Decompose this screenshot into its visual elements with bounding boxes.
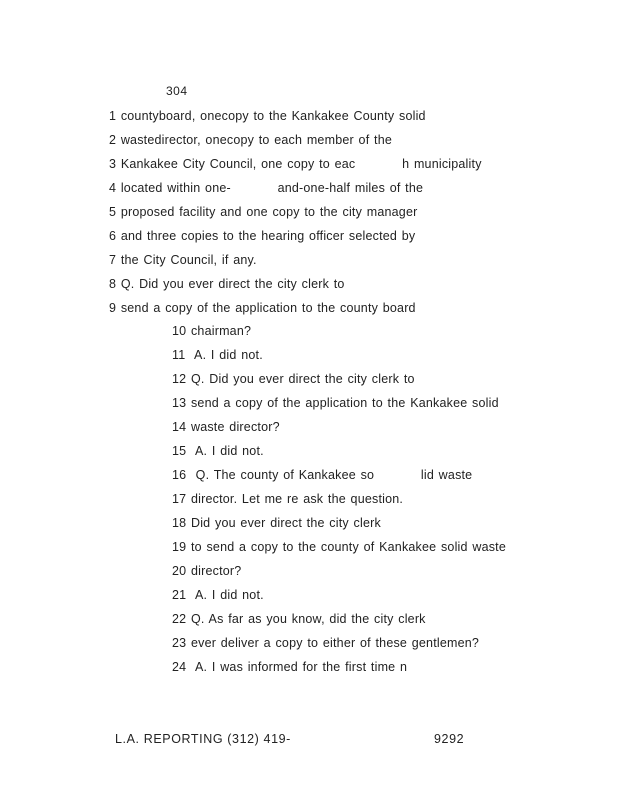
transcript-line-5: 5 proposed facility and one copy to the city manager	[109, 205, 418, 219]
transcript-line-14: 14 waste director?	[172, 420, 280, 434]
transcript-line-16: 16 Q. The county of Kankakee so lid waste	[172, 468, 473, 482]
transcript-line-18: 18 Did you ever direct the city clerk	[172, 516, 381, 530]
transcript-line-6: 6 and three copies to the hearing officer selected by	[109, 229, 416, 243]
transcript-line-1: 1 countyboard, onecopy to the Kankakee County solid	[109, 109, 426, 123]
transcript-line-9: 9 send a copy of the application to the county board	[109, 301, 416, 315]
transcript-line-17: 17 director. Let me re ask the question.	[172, 492, 404, 506]
transcript-line-23: 23 ever deliver a copy to either of these gentlemen?	[172, 636, 480, 650]
transcript-line-7: 7 the City Council, if any.	[109, 253, 257, 267]
transcript-line-10: 10 chairman?	[172, 324, 252, 338]
transcript-line-22: 22 Q. As far as you know, did the city clerk	[172, 612, 426, 626]
footer-reporter: L.A. REPORTING (312) 419-	[115, 732, 291, 746]
transcript-line-12: 12 Q. Did you ever direct the city clerk to	[172, 372, 415, 386]
transcript-line-15: 15 A. I did not.	[172, 444, 264, 458]
transcript-line-11: 11 A. I did not.	[172, 348, 263, 362]
transcript-line-4: 4 located within one- and-one-half miles of the	[109, 181, 424, 195]
transcript-line-3: 3 Kankakee City Council, one copy to eac h municipality	[109, 157, 482, 171]
transcript-line-13: 13 send a copy of the application to the Kankakee solid	[172, 396, 499, 410]
transcript-line-2: 2 wastedirector, onecopy to each member of the	[109, 133, 393, 147]
transcript-line-20: 20 director?	[172, 564, 242, 578]
transcript-line-19: 19 to send a copy to the county of Kankakee solid waste	[172, 540, 507, 554]
footer-phone-suffix: 9292	[434, 732, 465, 746]
transcript-line-21: 21 A. I did not.	[172, 588, 264, 602]
page-number: 304	[166, 84, 188, 98]
transcript-line-24: 24 A. I was informed for the first time n	[172, 660, 408, 674]
transcript-line-8: 8 Q. Did you ever direct the city clerk to	[109, 277, 345, 291]
